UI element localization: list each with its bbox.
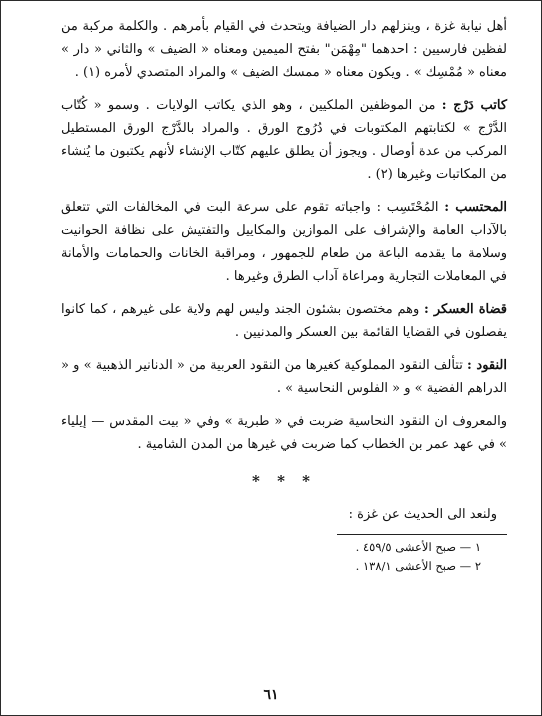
paragraph-qudat-al-askar — [61, 298, 507, 344]
document-page — [61, 15, 507, 715]
paragraph-text: والمعروف ان النقود النحاسية ضربت في « طبرية » وفي « بيت المقدس — إيلياء » في عهد عمر بن الخطاب كما ضربت في غيرها من المدن الشامية . — [61, 414, 507, 452]
paragraph-mihmandar — [61, 15, 507, 84]
term-katib-darj: كاتب دَرْج : — [441, 98, 508, 113]
paragraph-katib-darj — [61, 94, 507, 186]
footnote-item: ١ — صبح الأعشى ٤٥٩/٥ . — [355, 540, 481, 554]
paragraph-text: المُحْتَسِب : واجباته تقوم على سرعة البت في المخالفات التي تتعلق بالآداب العامة والإشراف على الموازين والمكاييل والتفتيش على نظافة الحوانيت وسلامة ما يقدمه الباعة من طعام للجمهور ، ومراقبة الخانات والحمامات والأمانة في المعاملات التجارية ومراعاة آداب الطرق وغيرها . — [61, 200, 507, 284]
paragraph-text: تتألف النقود المملوكية كغيرها من النقود العربية من « الدنانير الذهبية » و « الدراهم الفضية » و « الفلوس النحاسية » . — [61, 358, 507, 396]
section-separator: * * * — [252, 472, 316, 490]
closing-line: ولنعد الى الحديث عن غزة : — [348, 507, 497, 522]
paragraph-nuqud — [61, 354, 507, 400]
paragraph-text: من الموظفين الملكيين ، وهو الذي يكاتب الولايات . وسمو « كُتّاب الدَّرْج » لكتابتهم المكتوبات في دُرُوج الورق . والمراد بالدَّرْج الورق المستطيل المركب من عدة أوصال . ويجوز أن يطلق عليهم كتّاب الإنشاء لأنهم يكتبون ما يُنشاء من المكاتبات وغيرها (٢) . — [61, 98, 507, 182]
term-qudat-al-askar: قضاة العسكر : — [423, 302, 507, 317]
term-muhtasib: المحتسب : — [444, 200, 508, 215]
paragraph-text: وهم مختصون بشئون الجند وليس لهم ولاية على غيرهم ، كما كانوا يفصلون في القضايا القائمة بين العسكر والمدنيين . — [61, 302, 507, 340]
page-number: ٦١ — [263, 687, 279, 703]
paragraph-copper-coins — [61, 410, 507, 456]
paragraph-muhtasib — [61, 196, 507, 288]
footnote-item: ٢ — صبح الأعشى ١٣٨/١ . — [355, 559, 481, 573]
paragraph-text: أهل نيابة غزة ، وينزلهم دار الضيافة ويتحدث في القيام بأمرهم . والكلمة مركبة من لفظين فارسيين : احدهما "مِهْمَن" بفتح الميمين ومعناه « الضيف » والثاني « دار » معناه « مُمْسِك » . ويكون معناه « ممسك الضيف » والمراد المتصدي لأمره (١) . — [61, 19, 507, 80]
footnotes — [61, 538, 507, 576]
footnote-rule — [337, 534, 507, 535]
term-nuqud: النقود : — [467, 358, 507, 373]
